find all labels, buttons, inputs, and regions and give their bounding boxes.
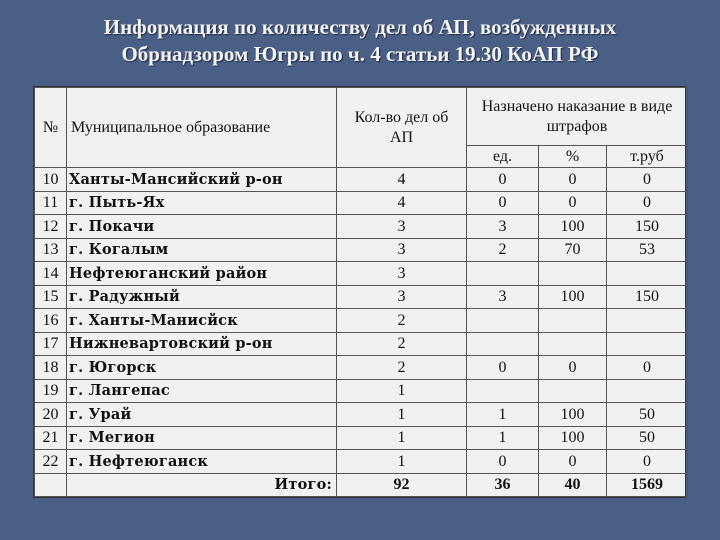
header-municipality: Муниципальное образование (67, 88, 337, 168)
row-cases: 3 (337, 215, 467, 239)
title-line-1: Информация по количеству дел об АП, возбужденных (103, 15, 617, 39)
table-row (35, 356, 688, 380)
row-fine-rub: 50 (607, 426, 688, 450)
row-number: 20 (35, 403, 67, 427)
row-municipality: г. Мегион (67, 426, 337, 450)
row-cases: 2 (337, 332, 467, 356)
row-fine-units: 1 (467, 403, 539, 427)
row-cases: 1 (337, 379, 467, 403)
row-municipality: Нижневартовский р-он (67, 332, 337, 356)
row-number: 14 (35, 262, 67, 286)
total-cases: 92 (337, 473, 467, 497)
row-number: 12 (35, 215, 67, 239)
row-fine-rub (607, 262, 688, 286)
row-fine-rub (607, 309, 688, 333)
header-rub: т.руб (607, 146, 688, 168)
row-fine-rub: 0 (607, 191, 688, 215)
row-fine-percent: 100 (539, 285, 607, 309)
row-fine-percent (539, 309, 607, 333)
header-units: ед. (467, 146, 539, 168)
row-fine-units: 3 (467, 215, 539, 239)
table-row (35, 215, 688, 239)
row-cases: 2 (337, 309, 467, 333)
row-number: 18 (35, 356, 67, 380)
row-cases: 3 (337, 262, 467, 286)
row-municipality: Ханты-Мансийский р-он (67, 168, 337, 192)
header-penalty: Назначено наказание в виде штрафов (467, 88, 688, 146)
row-cases: 4 (337, 168, 467, 192)
row-municipality: г. Югорск (67, 356, 337, 380)
row-municipality: г. Пыть-Ях (67, 191, 337, 215)
row-fine-units: 0 (467, 356, 539, 380)
row-fine-units: 0 (467, 450, 539, 474)
row-fine-percent: 100 (539, 426, 607, 450)
title-line-2: Обрнадзором Югры по ч. 4 статьи 19.30 КоАП РФ (121, 42, 599, 66)
total-percent: 40 (539, 473, 607, 497)
row-municipality: г. Ханты-Манисйск (67, 309, 337, 333)
row-fine-rub: 0 (607, 356, 688, 380)
row-fine-rub: 150 (607, 285, 688, 309)
table-row (35, 379, 688, 403)
slide-title (0, 14, 720, 68)
row-fine-percent: 70 (539, 238, 607, 262)
row-cases: 3 (337, 285, 467, 309)
row-number: 16 (35, 309, 67, 333)
total-label: Итого: (67, 473, 337, 497)
table-row (35, 309, 688, 333)
cases-table (34, 87, 688, 497)
row-fine-units: 0 (467, 191, 539, 215)
row-fine-rub (607, 332, 688, 356)
row-number: 17 (35, 332, 67, 356)
row-fine-rub: 0 (607, 450, 688, 474)
table-row (35, 403, 688, 427)
data-table-panel (33, 86, 686, 498)
row-fine-rub (607, 379, 688, 403)
row-fine-percent (539, 379, 607, 403)
row-number: 10 (35, 168, 67, 192)
row-fine-units (467, 309, 539, 333)
row-fine-percent: 0 (539, 450, 607, 474)
row-number: 21 (35, 426, 67, 450)
table-row (35, 262, 688, 286)
row-fine-percent: 0 (539, 168, 607, 192)
row-municipality: Нефтеюганский район (67, 262, 337, 286)
row-fine-units: 0 (467, 168, 539, 192)
table-row (35, 191, 688, 215)
table-row (35, 426, 688, 450)
row-number: 13 (35, 238, 67, 262)
table-row (35, 450, 688, 474)
table-row (35, 168, 688, 192)
row-fine-percent: 0 (539, 356, 607, 380)
row-fine-percent: 100 (539, 215, 607, 239)
row-municipality: г. Радужный (67, 285, 337, 309)
row-fine-units (467, 332, 539, 356)
row-fine-rub: 50 (607, 403, 688, 427)
row-number: 11 (35, 191, 67, 215)
header-cases: Кол-во дел об АП (337, 88, 467, 168)
row-municipality: г. Покачи (67, 215, 337, 239)
row-cases: 1 (337, 450, 467, 474)
row-fine-units (467, 262, 539, 286)
row-number: 19 (35, 379, 67, 403)
row-municipality: г. Когалым (67, 238, 337, 262)
table-row (35, 332, 688, 356)
total-rub: 1569 (607, 473, 688, 497)
header-num: № (35, 88, 67, 168)
row-municipality: г. Урай (67, 403, 337, 427)
row-fine-units (467, 379, 539, 403)
row-fine-units: 3 (467, 285, 539, 309)
total-blank-cell (35, 473, 67, 497)
row-fine-percent: 0 (539, 191, 607, 215)
row-cases: 3 (337, 238, 467, 262)
total-units: 36 (467, 473, 539, 497)
row-fine-percent: 100 (539, 403, 607, 427)
row-cases: 1 (337, 403, 467, 427)
header-percent: % (539, 146, 607, 168)
row-cases: 2 (337, 356, 467, 380)
row-cases: 4 (337, 191, 467, 215)
row-number: 15 (35, 285, 67, 309)
row-municipality: г. Лангепас (67, 379, 337, 403)
row-number: 22 (35, 450, 67, 474)
row-fine-rub: 53 (607, 238, 688, 262)
row-cases: 1 (337, 426, 467, 450)
row-fine-percent (539, 262, 607, 286)
row-fine-rub: 0 (607, 168, 688, 192)
row-fine-rub: 150 (607, 215, 688, 239)
row-municipality: г. Нефтеюганск (67, 450, 337, 474)
total-row (35, 473, 688, 497)
table-row (35, 285, 688, 309)
row-fine-percent (539, 332, 607, 356)
row-fine-units: 2 (467, 238, 539, 262)
table-row (35, 238, 688, 262)
row-fine-units: 1 (467, 426, 539, 450)
